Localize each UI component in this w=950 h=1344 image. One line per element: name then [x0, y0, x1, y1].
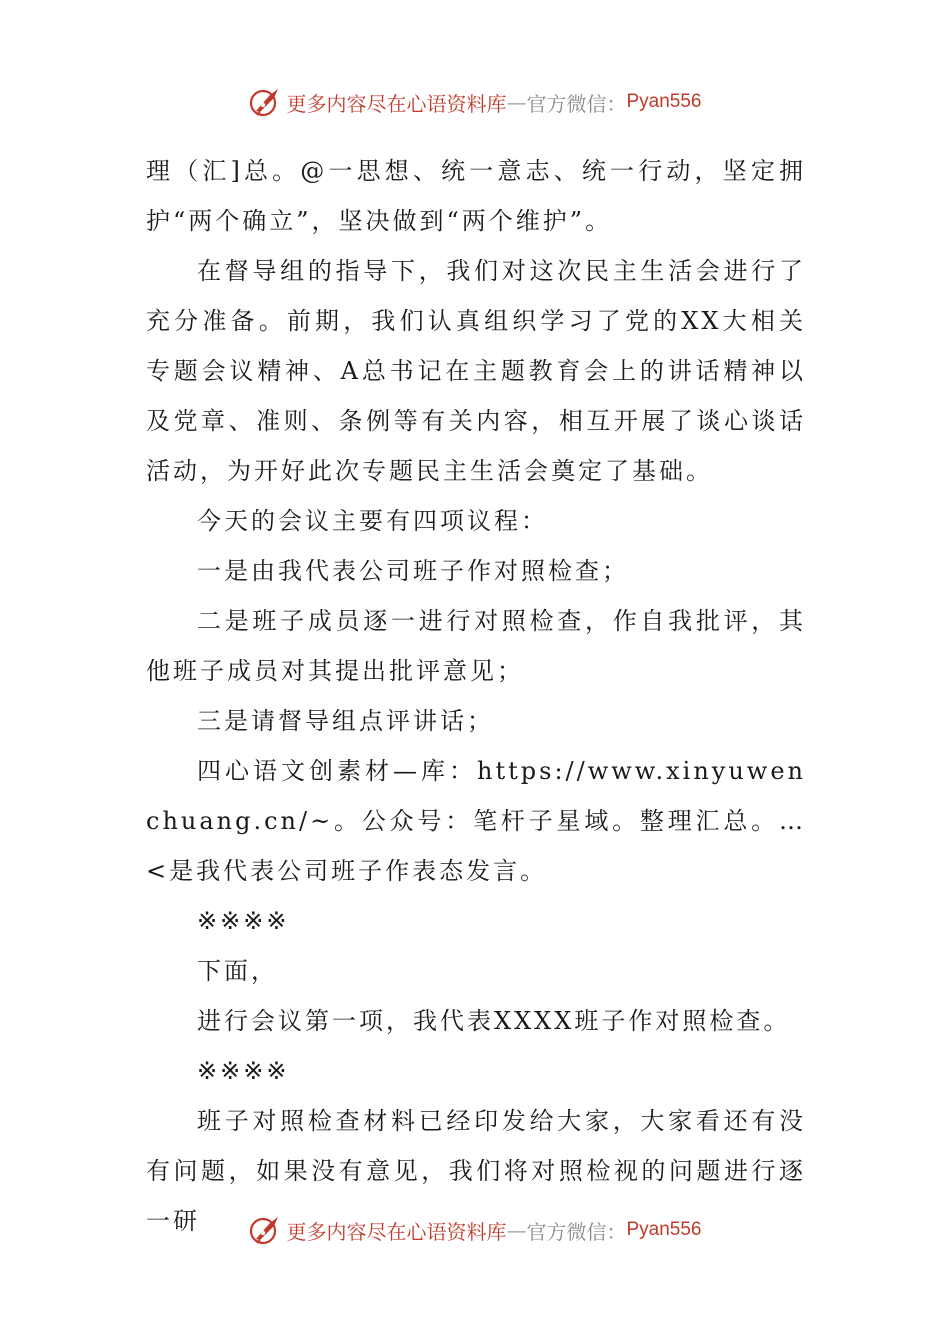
- quill-logo-icon: [248, 85, 282, 119]
- paragraph-10: 进行会议第一项，我代表XXXX班子作对照检查。: [197, 1007, 791, 1035]
- paragraph-12: 班子对照检查材料已经印发给大家，大家看还有没有问题，如果没有意见，我们将对照检视的问题进行逐一研: [146, 1107, 806, 1235]
- wechat-handle: Pyan556: [626, 91, 702, 112]
- paragraph-4: 一是由我代表公司班子作对照检查；: [197, 557, 629, 585]
- paragraph-2: 在督导组的指导下，我们对这次民主生活会进行了充分准备。前期，我们认真组织学习了党的XX大相关专题会议精神、A总书记在主题教育会上的讲话精神以及党章、准则、条例等有关内容，相互开展了谈心谈话活动，为开好此次专题民主生活会奠定了基础。: [146, 257, 806, 485]
- wechat-handle: Pyan556: [626, 1219, 702, 1240]
- paragraph-7: 四心语文创素材—库：https://www.xinyuwenchuang.cn/~。公众号：笔杆子星域。整理汇总。…<是我代表公司班子作表态发言。: [146, 757, 806, 885]
- paragraph-8: ※※※※: [197, 907, 290, 935]
- brand-text: 更多内容尽在心语资料库: [286, 1219, 507, 1244]
- banner-dash: —: [506, 90, 527, 114]
- paragraph-1: 理（汇]总。@一思想、统一意志、统一行动，坚定拥护“两个确立”，坚决做到“两个维护”。: [146, 157, 806, 235]
- banner-dash: —: [506, 1218, 527, 1242]
- quill-logo-icon: [248, 1213, 282, 1247]
- paragraph-9: 下面，: [197, 957, 278, 985]
- document-body: [146, 146, 806, 1246]
- header-banner: [0, 82, 950, 122]
- paragraph-11: ※※※※: [197, 1057, 290, 1085]
- wechat-label: 官方微信：: [526, 1219, 627, 1244]
- paragraph-5: 二是班子成员逐一进行对照检查，作自我批评，其他班子成员对其提出批评意见；: [146, 607, 806, 685]
- footer-banner: [0, 1210, 950, 1250]
- brand-text: 更多内容尽在心语资料库: [286, 91, 507, 116]
- wechat-label: 官方微信：: [526, 91, 627, 116]
- paragraph-3: 今天的会议主要有四项议程：: [197, 507, 548, 535]
- paragraph-6: 三是请督导组点评讲话；: [197, 707, 494, 735]
